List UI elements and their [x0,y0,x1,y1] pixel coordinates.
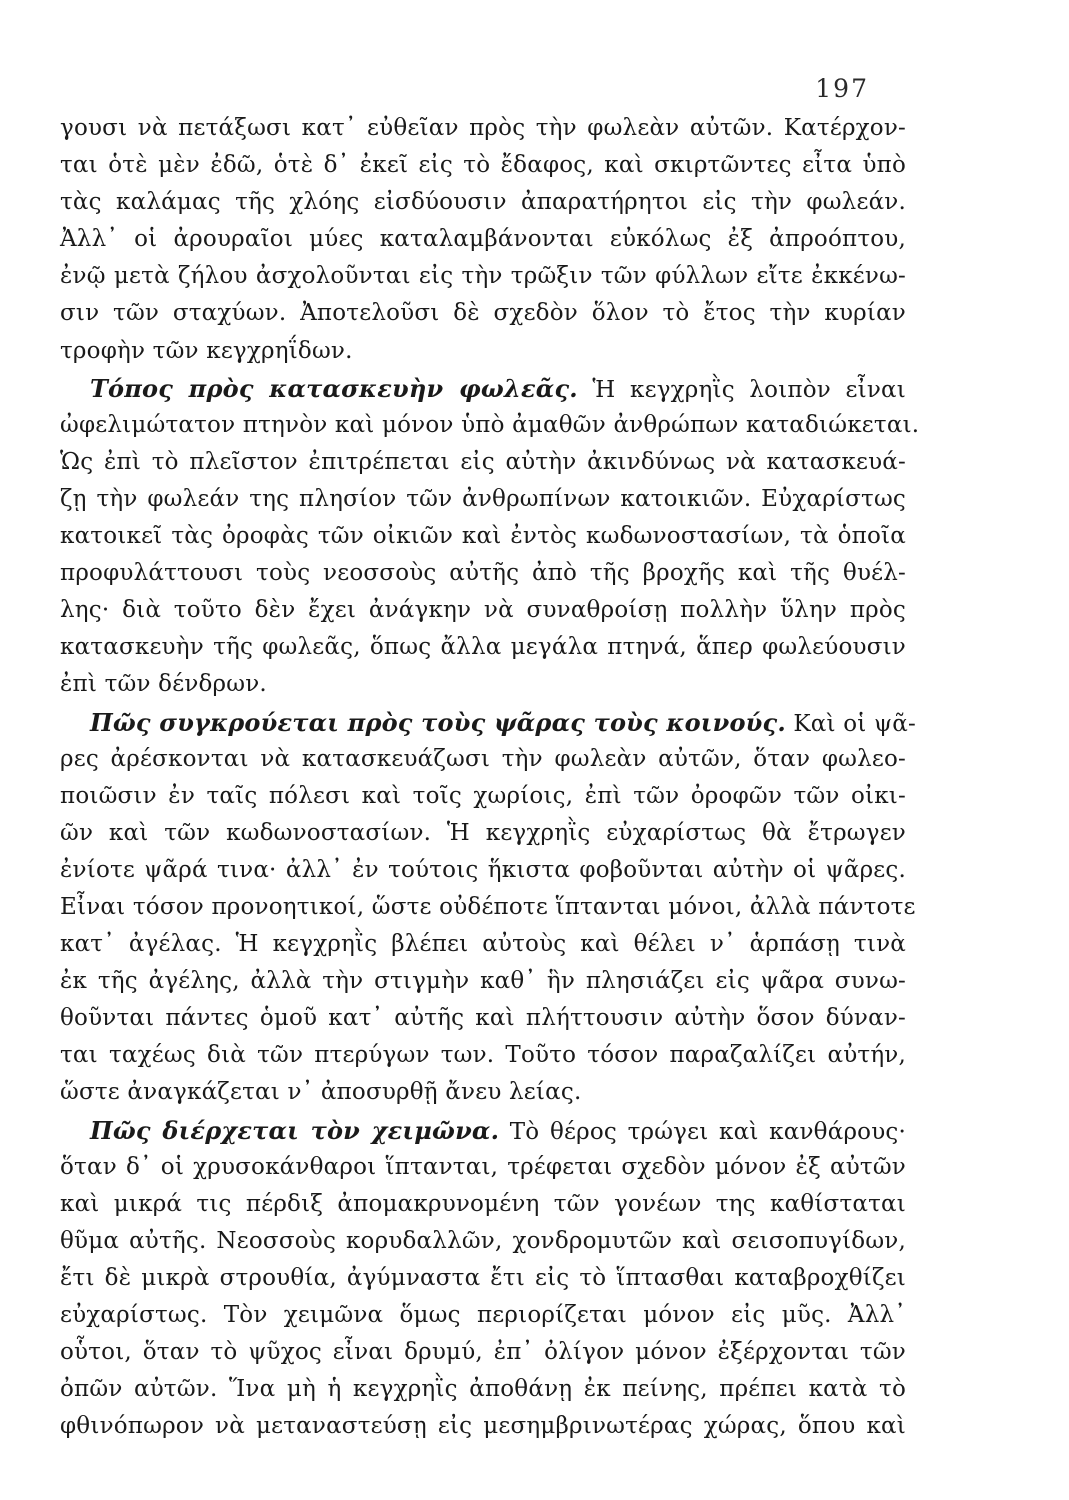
section-heading: Πῶς συγκρούεται πρὸς τοὺς ψᾶρας τοὺς κοινούς. [90,707,786,737]
text-line: θοῦνται πάντες ὁμοῦ κατ᾿ αὐτῆς καὶ πλήττουσιν αὐτὴν ὅσον δύναν- [60,1005,906,1032]
text-line: λης· διὰ τοῦτο δὲν ἔχει ἀνάγκην νὰ συναθροίσῃ πολλὴν ὕλην πρὸς [60,597,906,624]
section-first-line [60,1112,906,1149]
body-text [60,110,920,1445]
section-heading: Πῶς διέρχεται τὸν χειμῶνα. [90,1115,500,1145]
text-line: ἔτι δὲ μικρὰ στρουθία, ἀγύμναστα ἔτι εἰς τὸ ἵπτασθαι καταβροχθίζει [60,1264,906,1291]
text-line: προφυλάττουσι τοὺς νεοσσοὺς αὐτῆς ἀπὸ τῆς βροχῆς καὶ τῆς θυέλ- [60,560,906,587]
text-line: καὶ μικρά τις πέρδιξ ἀπομακρυνομένη τῶν γονέων της καθίσταται [60,1190,906,1217]
text-line: ἐκ τῆς ἀγέλης, ἀλλὰ τὴν στιγμὴν καθ᾿ ἣν πλησιάζει εἰς ψᾶρα συνω- [60,968,906,995]
text-line: οὗτοι, ὅταν τὸ ψῦχος εἶναι δρυμύ, ἐπ᾿ ὀλίγον μόνον ἐξέρχονται τῶν [60,1339,906,1366]
text-line: ὅταν δ᾿ οἱ χρυσοκάνθαροι ἵπτανται, τρέφεται σχεδὸν μόνον ἐξ αὐτῶν [60,1153,906,1180]
text-line: τροφὴν τῶν κεγχρηΐδων. [60,337,353,364]
text-line: ἐπὶ τῶν δένδρων. [60,671,267,698]
text-line: ὠφελιμώτατον πτηνὸν καὶ μόνον ὑπὸ ἀμαθῶν ἀνθρώπων καταδιώκεται. [60,411,920,438]
text-line: τὰς καλάμας τῆς χλόης εἰσδύουσιν ἀπαρατήρητοι εἰς τὴν φωλεάν. [60,189,906,216]
text-line: ἐνίοτε ψᾶρά τινα· ἀλλ᾿ ἐν τούτοις ἥκιστα φοβοῦνται αὐτὴν οἱ ψᾶρες. [60,856,906,883]
text-line: κατοικεῖ τὰς ὀροφὰς τῶν οἰκιῶν καὶ ἐντὸς κωδωνοστασίων, τὰ ὁποῖα [60,523,906,550]
text-line: ἐνῷ μετὰ ζήλου ἀσχολοῦνται εἰς τὴν τρῶξιν τῶν φύλλων εἴτε ἐκκένω- [60,263,906,290]
text-line: κατ᾿ ἀγέλας. Ἡ κεγχρηῒς βλέπει αὐτοὺς καὶ θέλει ν᾿ ἁρπάσῃ τινὰ [60,931,906,958]
text-line: ποιῶσιν ἐν ταῖς πόλεσι καὶ τοῖς χωρίοις, ἐπὶ τῶν ὀροφῶν τῶν οἰκι- [60,782,906,809]
text-line: γουσι νὰ πετάξωσι κατ᾿ εὐθεῖαν πρὸς τὴν φωλεὰν αὐτῶν. Κατέρχον- [60,115,906,141]
text-run: Καὶ οἱ ψᾶ- [793,710,916,737]
text-line: φθινόπωρον νὰ μεταναστεύσῃ εἰς μεσημβρινωτέρας χώρας, ὅπου καὶ [60,1413,906,1440]
section-first-line [60,370,906,407]
text-line: ται ταχέως διὰ τῶν πτερύγων των. Τοῦτο τόσον παραζαλίζει αὐτήν, [60,1042,906,1069]
section-first-line [60,704,916,741]
text-line: ται ὁτὲ μὲν ἐδῶ, ὁτὲ δ᾿ ἐκεῖ εἰς τὸ ἔδαφος, καὶ σκιρτῶντες εἶτα ὑπὸ [60,152,906,179]
text-line: Ἀλλ᾿ οἱ ἀρουραῖοι μύες καταλαμβάνονται εὐκόλως ἐξ ἀπροόπτου, [60,226,906,253]
text-line: ὥστε ἀναγκάζεται ν᾿ ἀποσυρθῇ ἄνευ λείας. [60,1079,582,1106]
text-line: κατασκευὴν τῆς φωλεᾶς, ὅπως ἄλλα μεγάλα πτηνά, ἅπερ φωλεύουσιν [60,634,906,661]
text-run: Τὸ θέρος τρώγει καὶ κανθάρους· [509,1118,906,1145]
text-line: θῦμα αὐτῆς. Νεοσσοὺς κορυδαλλῶν, χονδρομυτῶν καὶ σεισοπυγίδων, [60,1227,906,1254]
text-run: Ἡ κεγχρηῒς λοιπὸν εἶναι [592,376,907,403]
section-heading: Τόπος πρὸς κατασκευὴν φωλεᾶς. [90,373,578,403]
text-line: εὐχαρίστως. Τὸν χειμῶνα ὅμως περιορίζεται μόνον εἰς μῦς. Ἀλλ᾿ [60,1302,906,1328]
page-number: 197 [815,74,869,103]
text-line: ὀπῶν αὐτῶν. Ἵνα μὴ ἡ κεγχρηῒς ἀποθάνῃ ἐκ πείνης, πρέπει κατὰ τὸ [60,1376,906,1403]
text-line: ζῃ τὴν φωλεάν της πλησίον τῶν ἀνθρωπίνων κατοικιῶν. Εὐχαρίστως [60,485,906,512]
text-line: ρες ἀρέσκονται νὰ κατασκευάζωσι τὴν φωλεὰν αὐτῶν, ὅταν φωλεο- [60,745,906,772]
text-line: Ὡς ἐπὶ τὸ πλεῖστον ἐπιτρέπεται εἰς αὐτὴν ἀκινδύνως νὰ κατασκευά- [60,448,906,475]
text-line: σιν τῶν σταχύων. Ἀποτελοῦσι δὲ σχεδὸν ὅλον τὸ ἔτος τὴν κυρίαν [60,300,906,327]
text-line: Εἶναι τόσον προνοητικοί, ὥστε οὐδέποτε ἵπτανται μόνοι, ἀλλὰ πάντοτε [60,893,916,920]
text-line: ῶν καὶ τῶν κωδωνοστασίων. Ἡ κεγχρηῒς εὐχαρίστως θὰ ἔτρωγεν [60,819,906,846]
